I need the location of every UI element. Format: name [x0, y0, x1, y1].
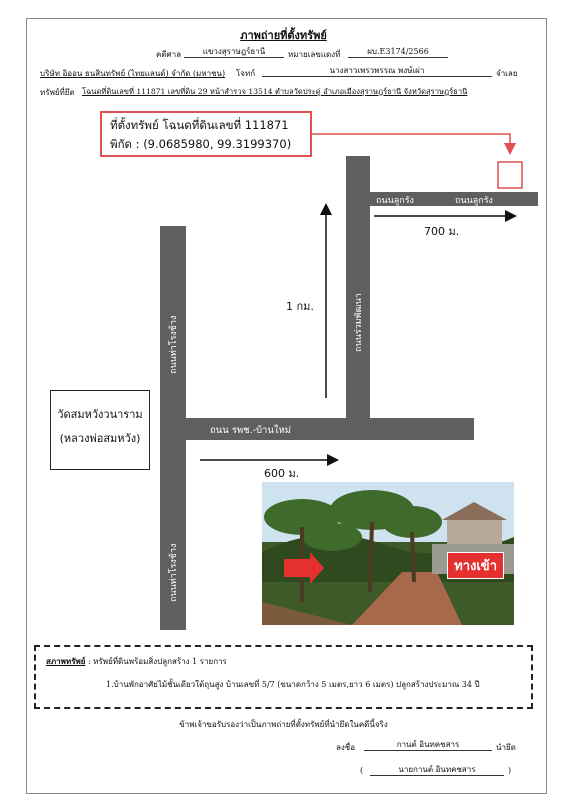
temple-subtitle: (หลวงพ่อสมหวัง)	[59, 432, 141, 445]
temple-name: วัดสมหวังวนาราม	[57, 408, 143, 421]
callout-coordinates: พิกัด : (9.0685980, 99.3199370)	[110, 137, 292, 151]
sign-role: นำยึด	[496, 743, 516, 752]
court-label: คดีศาล	[156, 50, 182, 59]
defendant-label: จำเลย	[496, 69, 518, 78]
status-summary: : ทรัพย์ที่ดินพร้อมสิ่งปลูกสร้าง 1 รายการ	[85, 657, 227, 666]
sign-value: กานต์ อินทคชสาร	[364, 739, 492, 751]
status-label: สภาพทรัพย์	[46, 656, 86, 666]
status-item: 1.บ้านพักอาศัยไม้ชั้นเดียวใต้ถุนสูง บ้านเลขที่ 5/7 (ขนาดกว้าง 5 เมตร,ยาว 6 เมตร) ปลูกสร้างประมาณ 34 ปี	[106, 680, 480, 689]
property-target-box	[498, 162, 522, 188]
temple-landmark	[50, 390, 150, 470]
property-value: โฉนดที่ดินเลขที่ 111871 เลขที่ดิน 29 หน้าสำรวจ 13514 ตำบลวัดประดู่ อำเภอเมืองสุราษฎร์ธานี จังหวัดสุราษฎร์ธานี	[82, 87, 468, 96]
certification-text: ข้าพเจ้าขอรับรองว่าเป็นภาพถ่ายที่ตั้งทรัพย์ที่นำยึดในคดีนี้จริง	[179, 720, 388, 729]
distance-600m: 600 ม.	[264, 467, 300, 480]
sign-label: ลงชื่อ	[336, 743, 356, 752]
case-label: หมายเลขแดงที่	[288, 50, 341, 59]
page-title: ภาพถ่ายที่ตั้งทรัพย์	[240, 29, 327, 42]
name-close-paren: )	[508, 766, 512, 775]
status-line	[46, 655, 521, 668]
defendant-value: นางสาวเพรวพรรณ พงษ์เผ่า	[262, 65, 492, 77]
road-vertical-mid-label: ถนนร่วมพัฒนา	[354, 293, 364, 352]
property-label: ทรัพย์ที่ยึด	[40, 88, 75, 97]
entry-label: ทางเข้า	[447, 552, 504, 579]
plaintiff-label: โจทก์	[236, 69, 256, 78]
name-open-paren: (	[360, 766, 364, 775]
road-top-label-2: ถนนลูกรัง	[455, 196, 493, 206]
callout-connector	[312, 134, 510, 152]
callout-deed: ที่ตั้งทรัพย์ โฉนดที่ดินเลขที่ 111871	[110, 118, 289, 132]
court-value: แขวงสุราษฎร์ธานี	[184, 46, 284, 58]
distance-700m: 700 ม.	[424, 225, 460, 238]
road-vertical-left-label-bottom: ถนนท่าโรงช้าง	[169, 543, 179, 602]
road-horizontal-label: ถนน รพช.-บ้านใหม่	[210, 425, 292, 436]
distance-1km: 1 กม.	[286, 300, 314, 313]
signer-name: นายกานต์ อินทคชสาร	[370, 764, 504, 776]
plaintiff-name: บริษัท อิออน ธนสินทรัพย์ (ไทยแลนด์) จำกัด (มหาชน)	[40, 69, 226, 78]
entrance-photo	[262, 482, 514, 625]
property-status-box	[34, 645, 533, 709]
case-value: ผบ.E3174/2566	[348, 46, 448, 58]
road-vertical-left-label-top: ถนนท่าโรงช้าง	[169, 315, 179, 374]
road-top-label-1: ถนนลูกรัง	[376, 196, 414, 206]
